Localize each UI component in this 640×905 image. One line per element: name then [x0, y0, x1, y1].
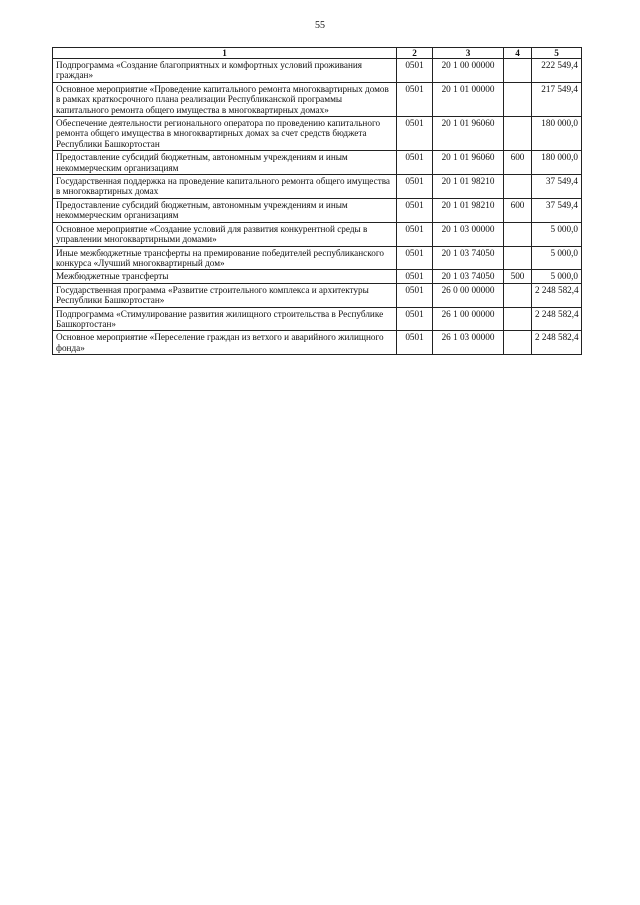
- row-target-cell: 20 1 03 00000: [433, 222, 504, 246]
- column-header-target: 3: [433, 48, 504, 59]
- row-target-cell: 26 1 00 00000: [433, 307, 504, 331]
- row-name-cell: Предоставление субсидий бюджетным, автономным учреждениям и иным некоммерческим организациям: [53, 151, 397, 175]
- table-row: [53, 222, 582, 246]
- row-type-cell: [504, 59, 532, 83]
- row-type-cell: [504, 307, 532, 331]
- row-name-cell: Основное мероприятие «Переселение граждан из ветхого и аварийного жилищного фонда»: [53, 331, 397, 355]
- row-type-cell: [504, 117, 532, 151]
- row-target-cell: 20 1 01 98210: [433, 175, 504, 199]
- row-type-cell: [504, 331, 532, 355]
- row-type-cell: 500: [504, 270, 532, 283]
- row-name-cell: Государственная программа «Развитие строительного комплекса и архитектуры Республики Башкортостан»: [53, 283, 397, 307]
- row-type-cell: [504, 82, 532, 116]
- row-type-cell: 600: [504, 151, 532, 175]
- row-target-cell: 20 1 01 00000: [433, 82, 504, 116]
- row-name-cell: Предоставление субсидий бюджетным, автономным учреждениям и иным некоммерческим организациям: [53, 198, 397, 222]
- row-target-cell: 20 1 03 74050: [433, 270, 504, 283]
- row-section-cell: 0501: [397, 331, 433, 355]
- row-section-cell: 0501: [397, 198, 433, 222]
- row-amount-cell: 180 000,0: [532, 117, 582, 151]
- row-target-cell: 26 1 03 00000: [433, 331, 504, 355]
- row-target-cell: 20 1 03 74050: [433, 246, 504, 270]
- table-row: [53, 270, 582, 283]
- row-amount-cell: 180 000,0: [532, 151, 582, 175]
- row-target-cell: 26 0 00 00000: [433, 283, 504, 307]
- row-amount-cell: 222 549,4: [532, 59, 582, 83]
- table-row: [53, 307, 582, 331]
- row-amount-cell: 37 549,4: [532, 198, 582, 222]
- table-row: [53, 175, 582, 199]
- row-section-cell: 0501: [397, 82, 433, 116]
- budget-table: [52, 47, 582, 355]
- row-section-cell: 0501: [397, 246, 433, 270]
- row-section-cell: 0501: [397, 151, 433, 175]
- row-name-cell: Подпрограмма «Создание благоприятных и комфортных условий проживания граждан»: [53, 59, 397, 83]
- table-row: [53, 82, 582, 116]
- row-section-cell: 0501: [397, 222, 433, 246]
- row-section-cell: 0501: [397, 307, 433, 331]
- row-amount-cell: 5 000,0: [532, 246, 582, 270]
- row-section-cell: 0501: [397, 59, 433, 83]
- row-name-cell: Обеспечение деятельности регионального оператора по проведению капитального ремонта общего имущества в многоквартирных домах за счет средств бюджета Республики Башкортостан: [53, 117, 397, 151]
- row-section-cell: 0501: [397, 283, 433, 307]
- row-target-cell: 20 1 00 00000: [433, 59, 504, 83]
- row-amount-cell: 2 248 582,4: [532, 307, 582, 331]
- row-type-cell: 600: [504, 198, 532, 222]
- row-type-cell: [504, 283, 532, 307]
- table-row: [53, 59, 582, 83]
- table-row: [53, 246, 582, 270]
- column-header-amount: 5: [532, 48, 582, 59]
- row-name-cell: Основное мероприятие «Создание условий для развития конкурентной среды в управлении многоквартирными домами»: [53, 222, 397, 246]
- row-amount-cell: 5 000,0: [532, 270, 582, 283]
- page-number: 55: [315, 20, 325, 31]
- row-name-cell: Государственная поддержка на проведение капитального ремонта общего имущества в многоквартирных домах: [53, 175, 397, 199]
- row-amount-cell: 217 549,4: [532, 82, 582, 116]
- row-section-cell: 0501: [397, 270, 433, 283]
- table-row: [53, 331, 582, 355]
- table-body: [53, 59, 582, 355]
- row-amount-cell: 37 549,4: [532, 175, 582, 199]
- row-section-cell: 0501: [397, 175, 433, 199]
- row-name-cell: Подпрограмма «Стимулирование развития жилищного строительства в Республике Башкортостан»: [53, 307, 397, 331]
- row-amount-cell: 2 248 582,4: [532, 331, 582, 355]
- row-section-cell: 0501: [397, 117, 433, 151]
- column-header-type: 4: [504, 48, 532, 59]
- row-name-cell: Основное мероприятие «Проведение капитального ремонта многоквартирных домов в рамках краткосрочного плана реализации Республиканской программы капитального ремонта общего имущества в многоквартирных домах»: [53, 82, 397, 116]
- table-row: [53, 151, 582, 175]
- row-name-cell: Межбюджетные трансферты: [53, 270, 397, 283]
- row-target-cell: 20 1 01 96060: [433, 117, 504, 151]
- table-row: [53, 198, 582, 222]
- row-name-cell: Иные межбюджетные трансферты на премирование победителей республиканского конкурса «Лучший многоквартирный дом»: [53, 246, 397, 270]
- column-header-name: 1: [53, 48, 397, 59]
- row-type-cell: [504, 175, 532, 199]
- column-header-section: 2: [397, 48, 433, 59]
- row-target-cell: 20 1 01 96060: [433, 151, 504, 175]
- row-amount-cell: 2 248 582,4: [532, 283, 582, 307]
- row-type-cell: [504, 222, 532, 246]
- table-row: [53, 283, 582, 307]
- row-amount-cell: 5 000,0: [532, 222, 582, 246]
- table-header-row: [53, 48, 582, 59]
- table-row: [53, 117, 582, 151]
- row-type-cell: [504, 246, 532, 270]
- row-target-cell: 20 1 01 98210: [433, 198, 504, 222]
